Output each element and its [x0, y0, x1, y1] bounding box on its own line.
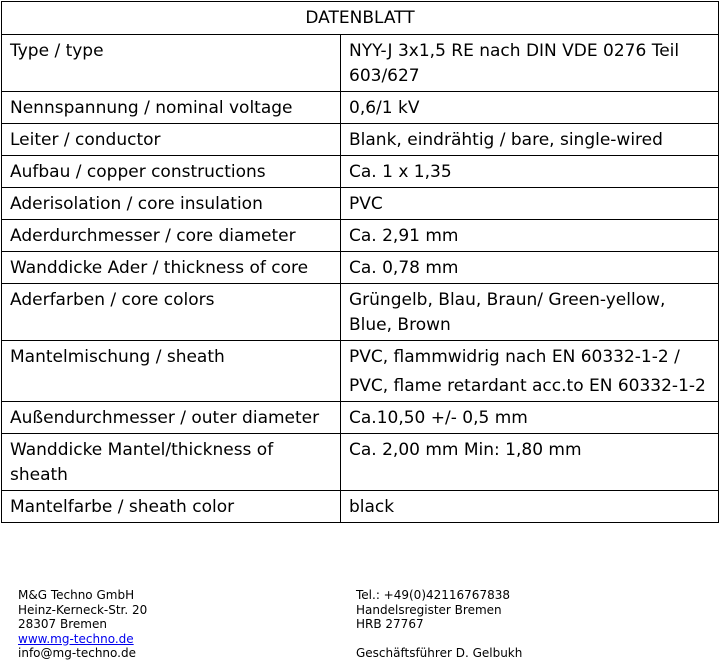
- property-value-line: black: [349, 497, 395, 517]
- company-city: 28307 Bremen: [18, 617, 107, 631]
- property-label: Mantelmischung / sheath: [2, 341, 341, 402]
- table-row: [2, 92, 719, 124]
- property-label: Aufbau / copper constructions: [2, 156, 341, 188]
- datasheet-rows: [2, 35, 719, 523]
- table-row: [2, 434, 719, 491]
- datasheet-table: [1, 1, 719, 523]
- company-hrb: HRB 27767: [356, 617, 424, 631]
- property-value-line: Ca.10,50 +/- 0,5 mm: [349, 408, 528, 428]
- property-value: [341, 491, 719, 523]
- property-value-line: 0,6/1 kV: [349, 98, 420, 118]
- table-row: [2, 252, 719, 284]
- table-row: [2, 284, 719, 341]
- table-row: [2, 491, 719, 523]
- table-row: [2, 220, 719, 252]
- company-ceo: Geschäftsführer D. Gelbukh: [356, 646, 523, 660]
- table-title-row: [2, 2, 719, 35]
- footer-register-block: [356, 588, 522, 661]
- property-value: [341, 220, 719, 252]
- company-email: info@mg-techno.de: [18, 646, 136, 660]
- property-value-line: PVC, flame retardant acc.to EN 60332-1-2: [349, 376, 706, 396]
- property-value: [341, 156, 719, 188]
- property-label: Mantelfarbe / sheath color: [2, 491, 341, 523]
- property-label: Nennspannung / nominal voltage: [2, 92, 341, 124]
- property-value: [341, 284, 719, 341]
- property-value-line: Ca. 0,78 mm: [349, 258, 459, 278]
- property-label: Aderisolation / core insulation: [2, 188, 341, 220]
- property-label: Wanddicke Ader / thickness of core: [2, 252, 341, 284]
- property-value-line: PVC, flammwidrig nach EN 60332-1-2 /: [349, 347, 680, 367]
- company-name: M&G Techno GmbH: [18, 588, 135, 602]
- company-street: Heinz-Kerneck-Str. 20: [18, 602, 148, 617]
- property-value-line: Ca. 2,00 mm Min: 1,80 mm: [349, 440, 582, 460]
- property-value-line: NYY-J 3x1,5 RE nach DIN VDE 0276 Teil 603/627: [349, 41, 680, 86]
- table-row: [2, 188, 719, 220]
- property-label: Type / type: [2, 35, 341, 92]
- property-value-line: Ca. 1 x 1,35: [349, 162, 452, 182]
- website-link[interactable]: www.mg-techno.de: [18, 631, 134, 646]
- footer-address-block: [18, 588, 147, 661]
- datasheet-title: DATENBLATT: [2, 2, 719, 35]
- table-row: [2, 35, 719, 92]
- property-label: Außendurchmesser / outer diameter: [2, 402, 341, 434]
- company-phone: Tel.: +49(0)42116767838: [356, 588, 510, 602]
- table-row: [2, 402, 719, 434]
- property-value: [341, 252, 719, 284]
- table-row: [2, 341, 719, 402]
- property-value: [341, 188, 719, 220]
- property-value: [341, 341, 719, 402]
- property-value: [341, 124, 719, 156]
- property-label: Leiter / conductor: [2, 124, 341, 156]
- table-row: [2, 124, 719, 156]
- property-label: Wanddicke Mantel/thickness of sheath: [2, 434, 341, 491]
- property-value: [341, 35, 719, 92]
- company-register: Handelsregister Bremen: [356, 602, 502, 617]
- property-value-line: Blank, eindrähtig / bare, single-wired: [349, 130, 663, 150]
- property-value-line: Grüngelb, Blau, Braun/ Green-yellow, Blue, Brown: [349, 290, 666, 335]
- property-value-line: Ca. 2,91 mm: [349, 226, 459, 246]
- property-value: [341, 434, 719, 491]
- property-value: [341, 92, 719, 124]
- property-value: [341, 402, 719, 434]
- property-label: Aderdurchmesser / core diameter: [2, 220, 341, 252]
- property-value-line: PVC: [349, 194, 383, 214]
- table-row: [2, 156, 719, 188]
- property-label: Aderfarben / core colors: [2, 284, 341, 341]
